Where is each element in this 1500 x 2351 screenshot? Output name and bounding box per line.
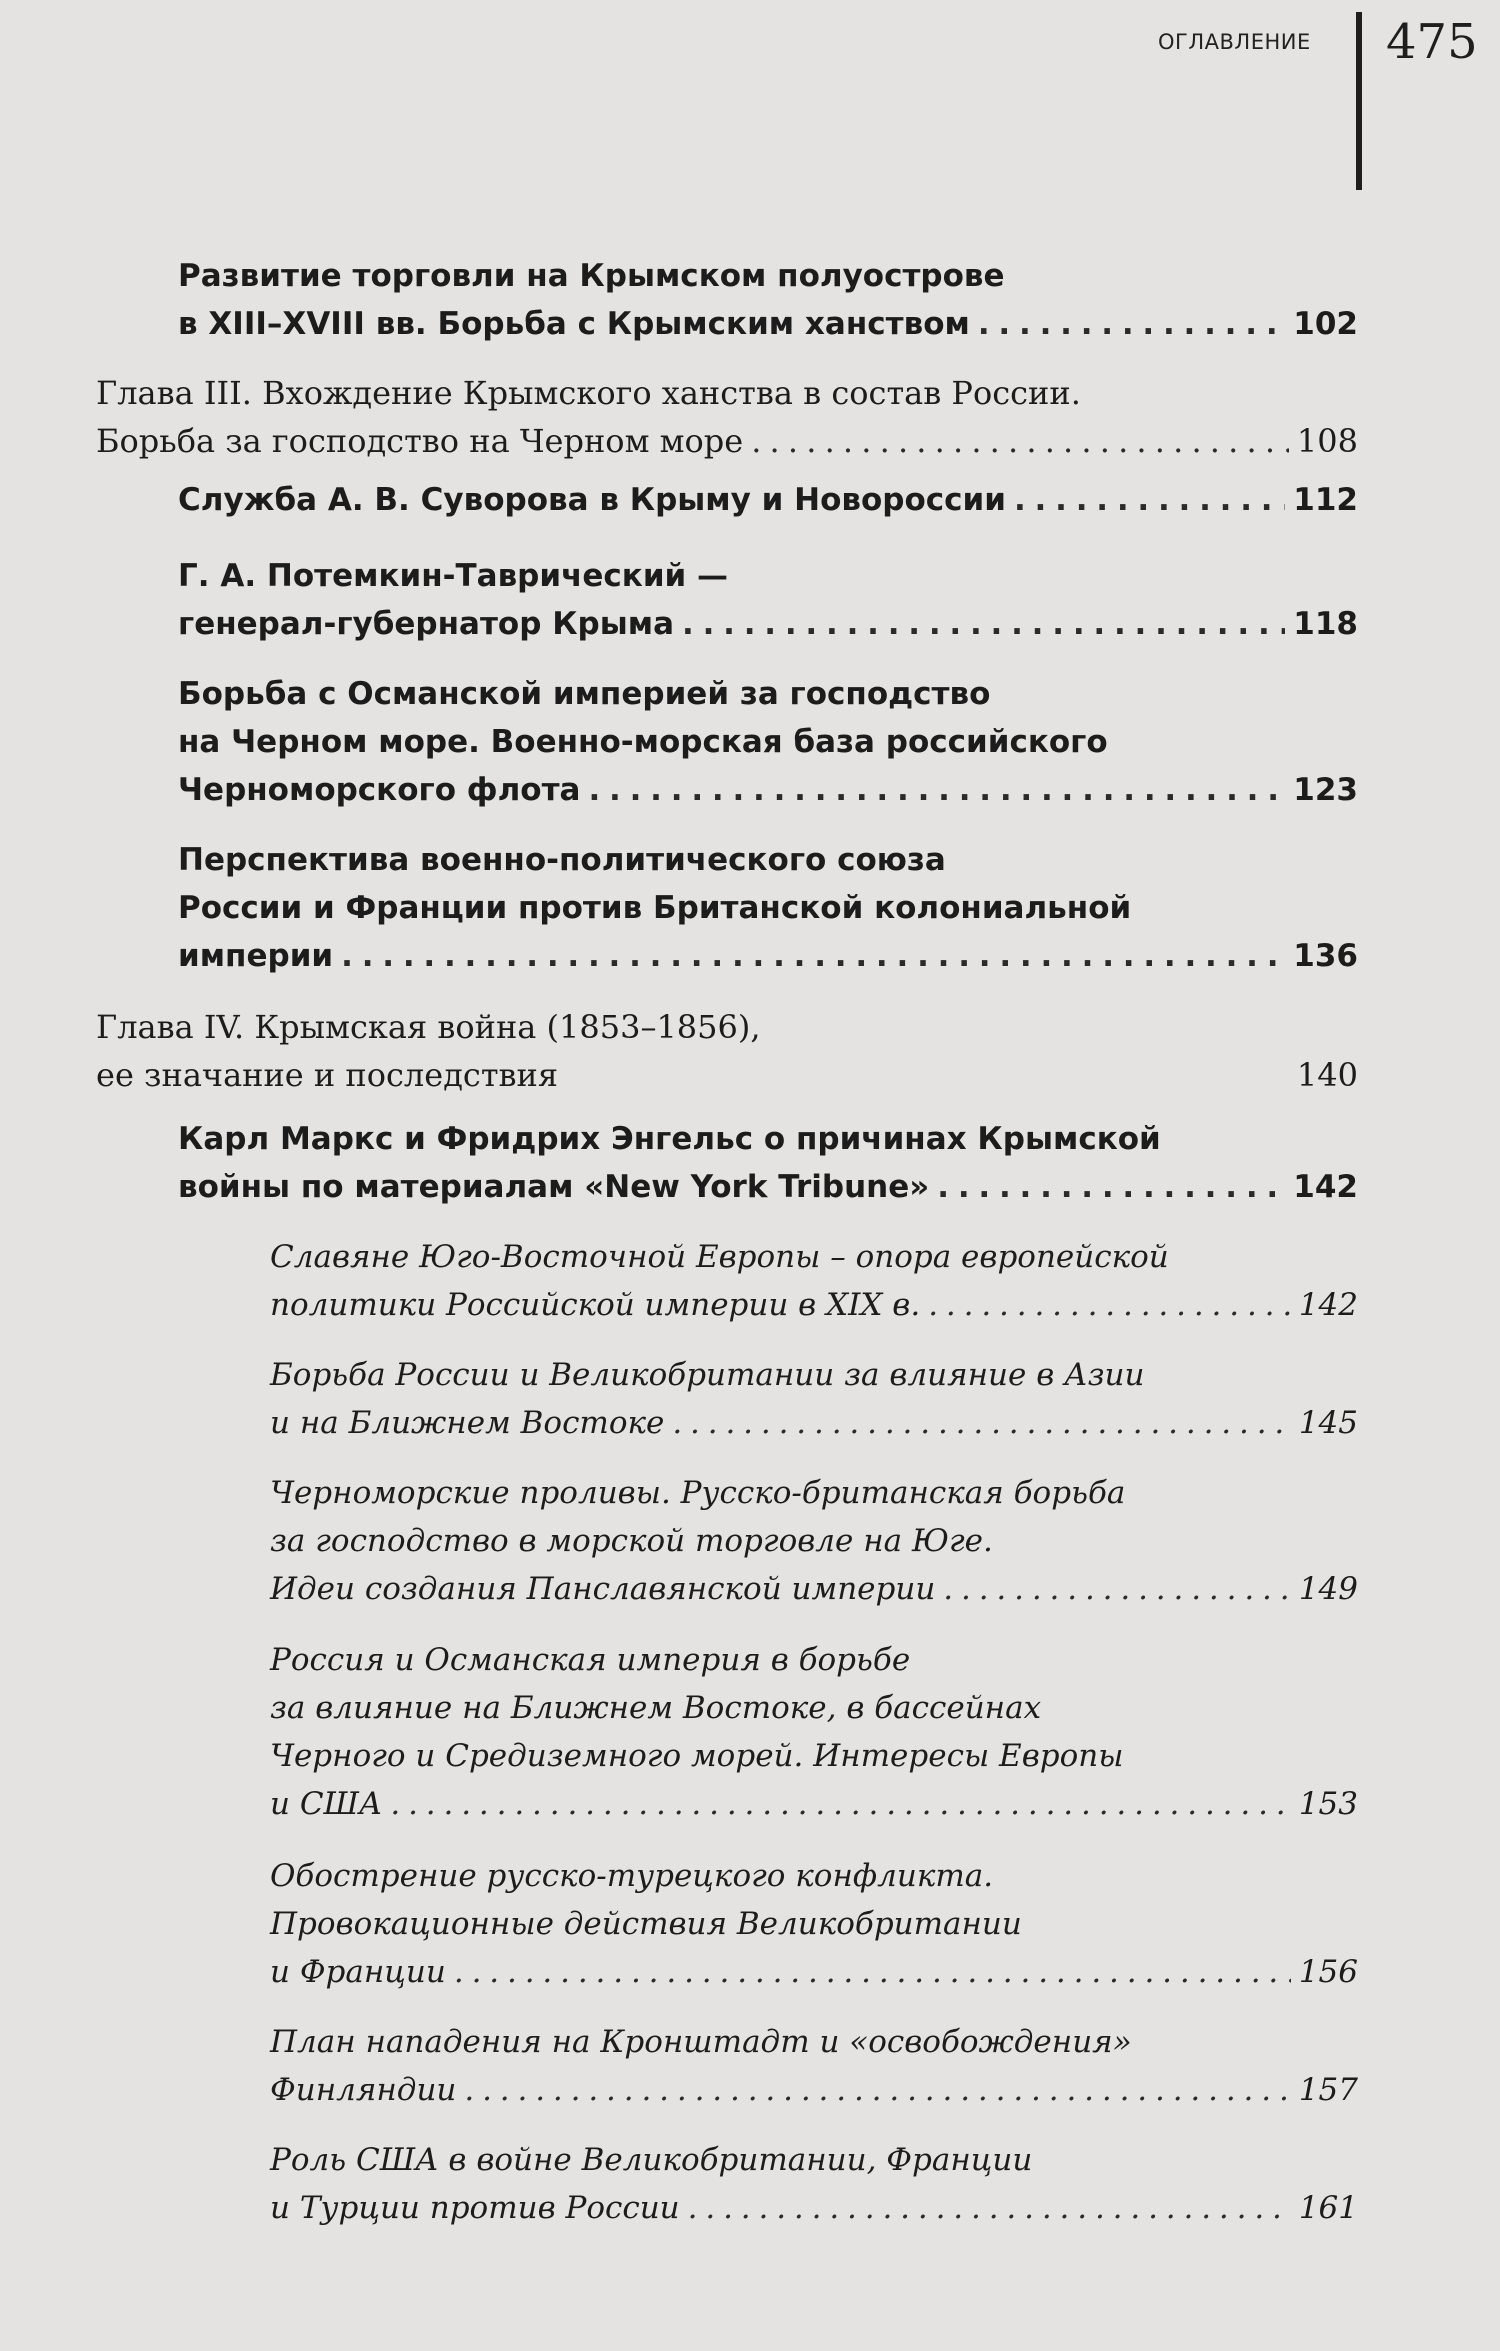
toc-entry xyxy=(270,1852,1358,1996)
toc-entry xyxy=(270,1636,1358,1828)
leader-dots xyxy=(341,932,1285,980)
leader-dots xyxy=(751,417,1289,465)
leader-dots xyxy=(978,300,1285,348)
leader-dots xyxy=(682,600,1285,648)
toc-line: Славяне Юго-Восточной Европы – опора европейской xyxy=(270,1239,1169,1275)
toc-line: генерал-губернатор Крыма xyxy=(178,606,675,642)
toc-line: Борьба с Османской империей за господство xyxy=(178,676,991,712)
leader-dots xyxy=(1014,476,1285,524)
toc-line: Идеи создания Панславянской империи xyxy=(270,1571,936,1607)
toc-line: Провокационные действия Великобритании xyxy=(270,1906,1022,1942)
toc-page: 123 xyxy=(1293,772,1358,808)
toc-line: империи xyxy=(178,938,334,974)
toc-line: политики Российской империи в XIX в. xyxy=(270,1287,921,1323)
toc-line: и на Ближнем Востоке xyxy=(270,1405,665,1441)
toc-line: Роль США в войне Великобритании, Франции xyxy=(270,2142,1033,2178)
toc-line: Черноморские проливы. Русско-британская борьба xyxy=(270,1475,1126,1511)
toc-line: Развитие торговли на Крымском полуострове xyxy=(178,258,1005,294)
toc-entry xyxy=(96,1003,1358,1099)
toc-line: Перспектива военно-политического союза xyxy=(178,842,946,878)
toc-page: 145 xyxy=(1298,1405,1358,1441)
toc-line: и Франции xyxy=(270,1954,446,1990)
toc-line: войны по материалам «New York Tribune» xyxy=(178,1169,930,1205)
leader-dots xyxy=(672,1399,1290,1447)
toc-page: 157 xyxy=(1298,2072,1358,2108)
toc-line: Карл Маркс и Фридрих Энгельс о причинах Крымской xyxy=(178,1121,1161,1157)
toc-entry xyxy=(178,836,1358,980)
toc-line: Глава III. Вхождение Крымского ханства в состав России. xyxy=(96,374,1081,412)
toc-page: 108 xyxy=(1296,422,1358,460)
toc-page: 149 xyxy=(1298,1571,1358,1607)
leader-dots xyxy=(943,1565,1291,1613)
toc-line: Финляндии xyxy=(270,2072,457,2108)
toc-page: 161 xyxy=(1298,2190,1358,2226)
toc-entry xyxy=(270,2136,1358,2232)
toc-entry xyxy=(270,1351,1358,1447)
toc-line: Борьба России и Великобритании за влияние в Азии xyxy=(270,1357,1145,1393)
toc-line: План нападения на Кронштадт и «освобождения» xyxy=(270,2024,1132,2060)
toc-page: 112 xyxy=(1293,482,1358,518)
toc-page: 118 xyxy=(1293,606,1358,642)
toc-entry xyxy=(96,369,1358,465)
toc-line: и США xyxy=(270,1786,383,1822)
toc-line: за господство в морской торговле на Юге. xyxy=(270,1523,993,1559)
toc-line: на Черном море. Военно-морская база российского xyxy=(178,724,1108,760)
toc-line: в XIII–XVIII вв. Борьба с Крымским ханством xyxy=(178,306,970,342)
leader-dots xyxy=(390,1780,1290,1828)
toc-page: 140 xyxy=(1296,1056,1358,1094)
toc-line: ее значание и последствия xyxy=(96,1056,559,1094)
toc-page: 153 xyxy=(1298,1786,1358,1822)
running-header: ОГЛАВЛЕНИЕ xyxy=(1158,30,1311,54)
toc-line: Черноморского флота xyxy=(178,772,581,808)
leader-dots xyxy=(588,766,1285,814)
toc-line: Борьба за господство на Черном море xyxy=(96,422,744,460)
toc-entry xyxy=(270,1233,1358,1329)
toc-line: Г. А. Потемкин-Таврический — xyxy=(178,558,729,594)
toc-entry xyxy=(178,1115,1358,1211)
toc-line: России и Франции против Британской колониальной xyxy=(178,890,1132,926)
toc-entry xyxy=(178,670,1358,814)
toc-page: 142 xyxy=(1293,1169,1358,1205)
toc-page: 102 xyxy=(1293,306,1358,342)
toc-line: за влияние на Ближнем Востоке, в бассейнах xyxy=(270,1690,1042,1726)
toc-line: Черного и Средиземного морей. Интересы Европы xyxy=(270,1738,1124,1774)
toc-page: 156 xyxy=(1298,1954,1358,1990)
toc-line: Глава IV. Крымская война (1853–1856), xyxy=(96,1008,761,1046)
toc-page: 136 xyxy=(1293,938,1358,974)
toc-line: Служба А. В. Суворова в Крыму и Новороссии xyxy=(178,482,1006,518)
leader-dots xyxy=(464,2066,1290,2114)
toc-entry xyxy=(270,2018,1358,2114)
toc-entry xyxy=(178,552,1358,648)
toc-line: Обострение русско-турецкого конфликта. xyxy=(270,1858,994,1894)
leader-dots xyxy=(454,1948,1291,1996)
toc-line: Россия и Османская империя в борьбе xyxy=(270,1642,911,1678)
leader-dots xyxy=(937,1163,1285,1211)
toc-entry xyxy=(178,252,1358,348)
toc-page: 142 xyxy=(1298,1287,1358,1323)
toc-entry xyxy=(178,476,1358,524)
toc-entry xyxy=(270,1469,1358,1613)
header-rule xyxy=(1356,12,1362,190)
leader-dots xyxy=(928,1281,1291,1329)
toc-line: и Турции против России xyxy=(270,2190,680,2226)
leader-dots xyxy=(688,2184,1291,2232)
page-number: 475 xyxy=(1386,14,1478,70)
